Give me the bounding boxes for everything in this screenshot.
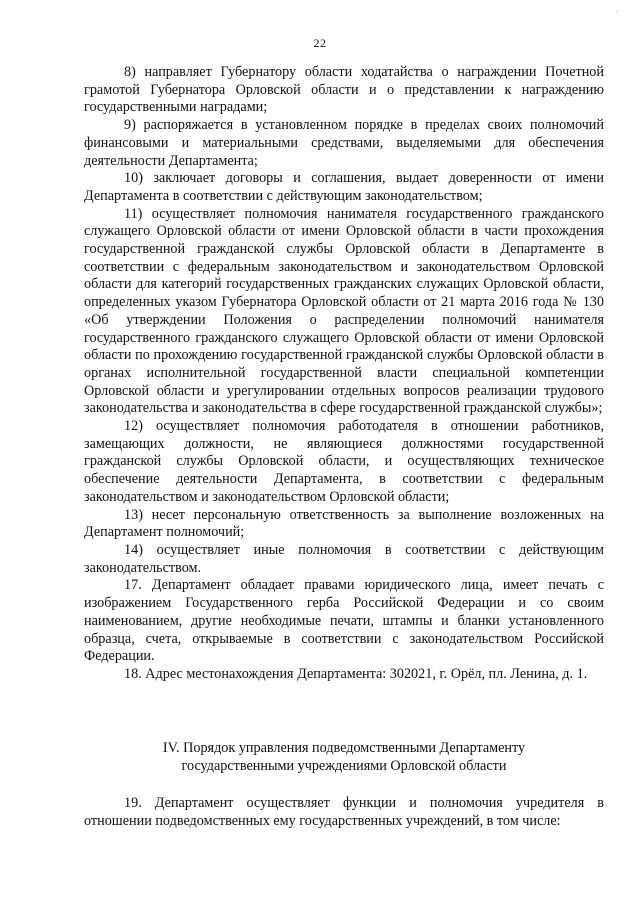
page-number: 22 <box>313 36 327 50</box>
paragraph-item-9: 9) распоряжается в установленном порядке в пределах своих полномочий финансовыми и материальными средствами, выделяемыми для обеспечения деятельности Департамента; <box>84 117 604 169</box>
paragraph-item-13: 13) несет персональную ответственность за выполнение возложенных на Департамент полномочий; <box>84 506 604 541</box>
document-body <box>84 64 604 684</box>
paragraph-clause-18: 18. Адрес местонахождения Департамента: 302021, г. Орёл, пл. Ленина, д. 1. <box>124 665 588 682</box>
paragraph-clause-17: 17. Департамент обладает правами юридического лица, имеет печать с изображением Государственного герба Российской Федерации и со своим наименованием, другие необходимые печати, штампы и бланки установленного образца, счета, открываемые в соответствии с законодательством Российской Федерации. <box>84 577 604 665</box>
section-heading <box>84 739 604 775</box>
section-body <box>84 795 604 830</box>
paragraph-item-12: 12) осуществляет полномочия работодателя в отношении работников, замещающих должности, не являющиеся должностями государственной гражданской службы Орловской области, и осуществляющих техническое обеспечение деятельности Департамента, в соответствии с федеральным законодательством и законодательством Орловской области; <box>84 418 604 505</box>
paragraph-item-8: 8) направляет Губернатору области ходатайства о награждении Почетной грамотой Губернатора Орловской области и о представлении к награждению государственными наградами; <box>84 64 604 116</box>
paragraph-clause-19: 19. Департамент осуществляет функции и полномочия учредителя в отношении подведомственных ему государственных учреждений, в том числе: <box>84 795 604 829</box>
section-heading-line-1: IV. Порядок управления подведомственными Департаменту <box>162 740 526 756</box>
paragraph-item-14: 14) осуществляет иные полномочия в соответствии с действующим законодательством. <box>84 541 604 576</box>
section-heading-line-2: государственными учреждениями Орловской области <box>181 758 507 774</box>
paragraph-item-10: 10) заключает договоры и соглашения, выдает доверенности от имени Департамента в соответствии с действующим законодательством; <box>84 170 604 204</box>
paragraph-item-11: 11) осуществляет полномочия нанимателя государственного гражданского служащего Орловской области от имени Орловской области в части прохождения государственной гражданской службы Орловской области в Департаменте в соответствии с федеральным законодательством и законодательством Орловской области для категорий государственных гражданских служащих Орловской области, определенных указом Губернатора Орловской области от 21 марта 2016 года № 130 «Об утверждении Положения о распределении полномочий нанимателя государственного гражданского служащего Орловской области от имени Орловской области по прохождению государственной гражданской службы Орловской области в органах исполнительной государственной власти специальной компетенции Орловской области и урегулировании отдельных вопросов реализации трудового законодательства и законодательства в сфере государственной гражданской службы»; <box>84 205 604 417</box>
scan-artifact-mark: · <box>615 8 618 16</box>
